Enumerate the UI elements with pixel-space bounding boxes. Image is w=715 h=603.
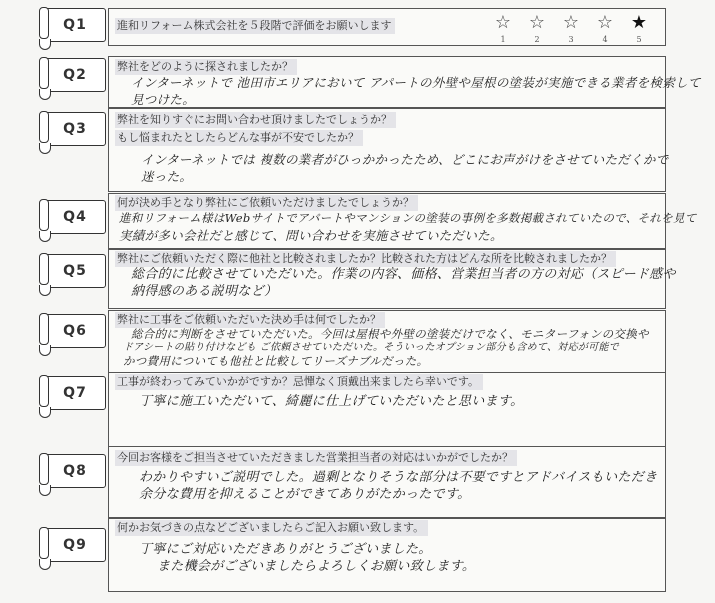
q7-question: 工事が終わってみていかがですか？忌憚なく頂戴出来ましたら幸いです。	[109, 373, 665, 389]
q4-answer-line-1: 進和リフォーム様はWebサイトでアパートやマンションの塗装の事例を多数掲載されていたので、それを見て	[119, 211, 697, 225]
star-5-icon-selected[interactable]: ★	[630, 12, 648, 33]
q5-tag: Q5	[44, 254, 106, 288]
q6-question: 弊社に工事をご依頼いただいた決め手は何でしたか？	[109, 311, 665, 327]
star-2-label: 2	[534, 35, 540, 44]
q4-box	[108, 193, 697, 249]
star-4-icon[interactable]: ☆	[596, 12, 614, 33]
q4-question: 何が決め手となり弊社にご依頼いただけましたでしょうか？	[109, 194, 665, 210]
q2-box	[108, 56, 701, 108]
q8-answer-line-2: 余分な費用を抑えることができてありがたかったです。	[139, 487, 471, 502]
q3-tag: Q3	[44, 112, 106, 146]
rating-stars[interactable]	[489, 13, 659, 47]
q1-tag: Q1	[44, 8, 106, 42]
q5-question: 弊社にご依頼いただく際に他社と比較されましたか？比較された方はどんな所を比較されましたか？	[109, 250, 665, 266]
q8-tag: Q8	[44, 454, 106, 488]
q6-answer-line-2: ドアシートの貼り付けなども ご依頼させていただいた。そういったオプション部分も含めて、対応が可能で	[123, 342, 620, 353]
q3-box	[108, 108, 669, 192]
q8-box	[108, 446, 666, 518]
q8-question: 今回お客様をご担当させていただきました営業担当者の対応はいかがでしたか？	[109, 447, 665, 465]
star-2-icon[interactable]: ☆	[528, 12, 546, 33]
q9-answer-line-1: 丁寧にご対応いただきありがとうございました。	[139, 542, 432, 557]
q4-answer-line-2: 実績が多い会社だと感じて、問い合わせを実施させていただいた。	[119, 228, 503, 243]
q4-tag: Q4	[44, 200, 106, 234]
q5-answer-line-2: 納得感のある説明など）	[131, 284, 278, 299]
star-1-label: 1	[500, 35, 506, 44]
q1-question: 進和リフォーム株式会社を５段階で評価をお願いします	[109, 9, 665, 33]
q2-answer-line-1: インターネットで 池田市エリアにおいて アパートの外壁や屋根の塗装が実施できる業者を検索して	[131, 75, 701, 90]
q3-question: 弊社を知りすぐにお問い合わせ頂けましたでしょうか？	[109, 109, 665, 127]
star-5-label: 5	[636, 35, 642, 44]
q1-box	[108, 8, 666, 46]
q6-box	[108, 310, 666, 374]
q5-answer-line-1: 総合的に比較させていただいた。作業の内容、価格、営業担当者の方の対応（スピード感や	[131, 267, 676, 282]
q6-tag: Q6	[44, 314, 106, 348]
q2-question: 弊社をどのように探されましたか？	[109, 57, 665, 74]
q9-box	[108, 518, 666, 592]
q3-question-2: もし悩まれたとしたらどんな事が不安でしたか？	[109, 127, 665, 145]
q7-box	[108, 372, 666, 448]
q2-tag: Q2	[44, 58, 106, 92]
q9-answer-line-2: また機会がございましたらよろしくお願い致します。	[157, 559, 476, 574]
q3-answer-line-2: 迷った。	[141, 169, 193, 184]
q5-box	[108, 249, 676, 309]
q8-answer-line-1: わかりやすいご説明でした。過剰となりそうな部分は不要ですとアドバイスもいただき	[139, 470, 658, 485]
q7-tag: Q7	[44, 376, 106, 410]
q9-tag: Q9	[44, 528, 106, 562]
q6-answer-line-3: かつ費用についても他社と比較してリーズナブルだった。	[123, 354, 429, 368]
star-1-icon[interactable]: ☆	[494, 12, 512, 33]
q6-answer-line-1: 総合的に判断をさせていただいた。今回は屋根や外壁の塗装だけでなく、モニターフォンの交換や	[131, 327, 649, 341]
star-3-icon[interactable]: ☆	[562, 12, 580, 33]
q2-answer-line-2: 見つけた。	[131, 92, 196, 107]
star-3-label: 3	[568, 35, 574, 44]
q7-answer-line-1: 丁寧に施工いただいて、綺麗に仕上げていただいたと思います。	[139, 394, 524, 409]
q3-answer-line-1: インターネットでは 複数の業者がひっかかったため、どこにお声がけをさせていただくかで	[141, 152, 669, 167]
star-4-label: 4	[602, 35, 608, 44]
q9-question: 何かお気づきの点などございましたらご記入お願い致します。	[109, 519, 665, 535]
